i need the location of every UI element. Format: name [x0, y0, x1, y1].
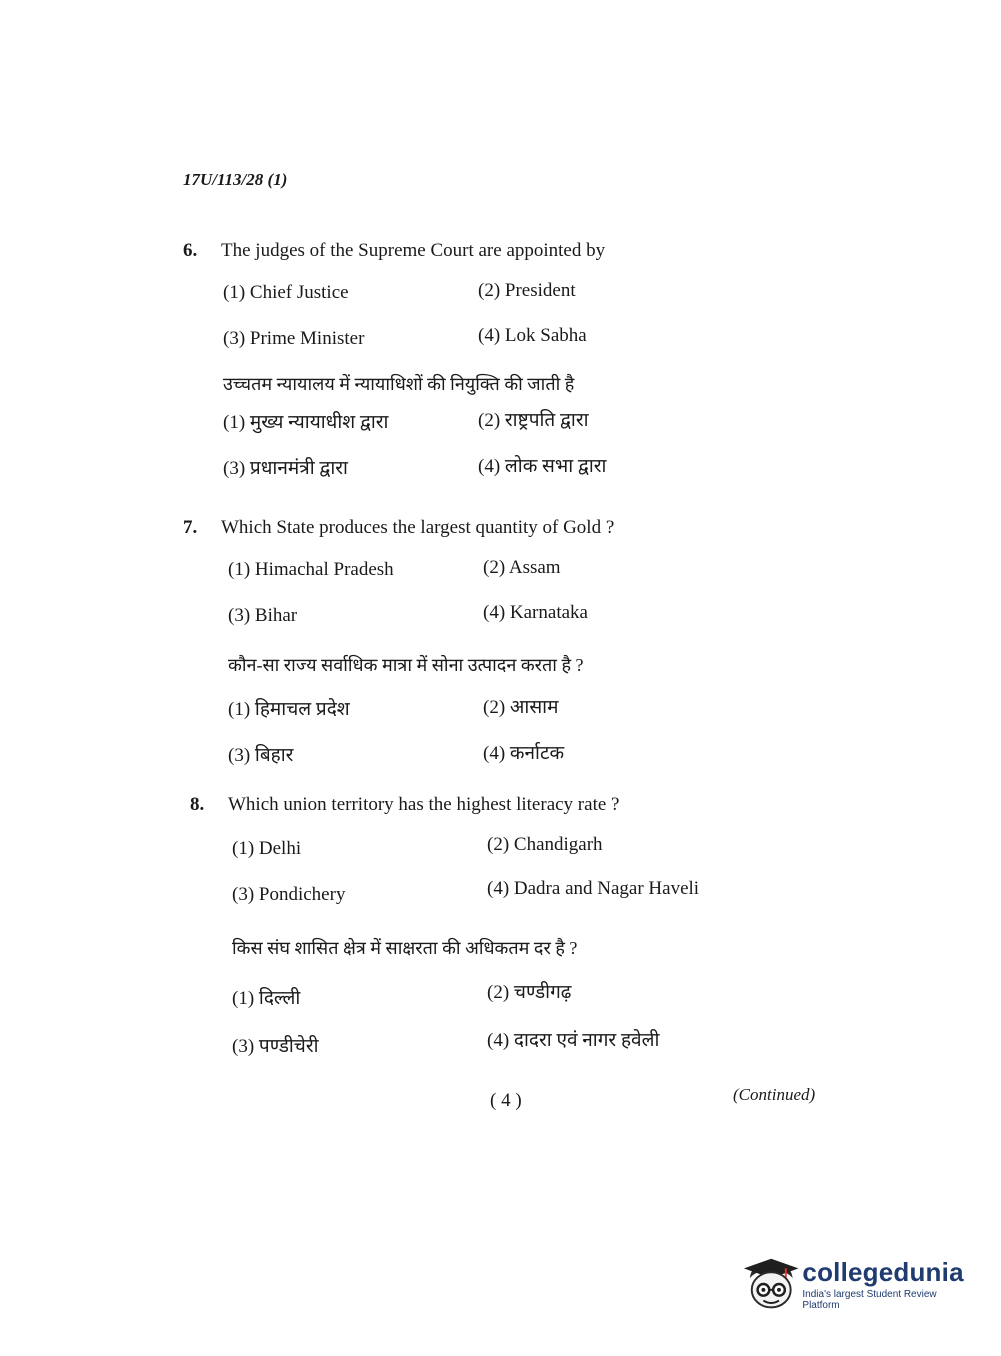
mascot-icon	[742, 1256, 800, 1312]
option-en-1: (1) Delhi	[232, 838, 302, 859]
option-en-1: (1) Himachal Pradesh	[228, 559, 394, 580]
option-hi-4: (4) दादरा एवं नागर हवेली	[487, 1030, 660, 1051]
option-hi-3: (3) पण्डीचेरी	[232, 1036, 319, 1057]
option-hi-2: (2) राष्ट्रपति द्वारा	[478, 410, 589, 431]
option-hi-1: (1) हिमाचल प्रदेश	[228, 699, 350, 720]
question-text-en: The judges of the Supreme Court are appointed by	[221, 240, 606, 261]
question-text-en: Which union territory has the highest literacy rate ?	[228, 794, 620, 815]
option-hi-1: (1) मुख्य न्यायाधीश द्वारा	[223, 412, 389, 433]
option-hi-2: (2) आसाम	[483, 697, 559, 718]
option-en-4: (4) Lok Sabha	[478, 325, 587, 346]
option-hi-3: (3) बिहार	[228, 745, 294, 766]
paper-code: 17U/113/28 (1)	[183, 170, 288, 189]
option-hi-4: (4) कर्नाटक	[483, 743, 565, 764]
option-en-2: (2) Chandigarh	[487, 834, 603, 855]
option-en-3: (3) Prime Minister	[223, 328, 365, 349]
question-6	[183, 240, 823, 492]
question-text-en: Which State produces the largest quantity of Gold ?	[221, 517, 615, 538]
option-en-4: (4) Dadra and Nagar Haveli	[487, 878, 700, 899]
question-number: 7.	[183, 517, 198, 538]
option-hi-2: (2) चण्डीगढ़	[487, 982, 572, 1003]
question-number: 8.	[190, 794, 205, 815]
page-number: ( 4 )	[490, 1090, 522, 1111]
logo-name: collegedunia	[802, 1257, 964, 1287]
continued-label: (Continued)	[733, 1085, 816, 1104]
option-hi-3: (3) प्रधानमंत्री द्वारा	[223, 458, 348, 479]
question-text-hi: उच्चतम न्यायालय में न्यायाधिशों की नियुक्ति की जाती है	[223, 374, 575, 394]
question-text-hi: किस संघ शासित क्षेत्र में साक्षरता की अधिकतम दर है ?	[232, 938, 578, 958]
option-hi-4: (4) लोक सभा द्वारा	[478, 456, 607, 477]
option-en-2: (2) President	[478, 280, 576, 301]
option-en-4: (4) Karnataka	[483, 602, 588, 623]
collegedunia-logo	[742, 1254, 972, 1314]
logo-tagline: India's largest Student Review Platform	[802, 1289, 937, 1311]
question-7	[183, 517, 823, 773]
option-en-2: (2) Assam	[483, 557, 561, 578]
option-en-3: (3) Bihar	[228, 605, 298, 626]
option-hi-1: (1) दिल्ली	[232, 988, 301, 1009]
question-text-hi: कौन-सा राज्य सर्वाधिक मात्रा में सोना उत्पादन करता है ?	[228, 655, 584, 675]
option-en-3: (3) Pondichery	[232, 884, 346, 905]
question-8	[190, 794, 830, 1060]
option-en-1: (1) Chief Justice	[223, 282, 349, 303]
question-number: 6.	[183, 240, 198, 261]
